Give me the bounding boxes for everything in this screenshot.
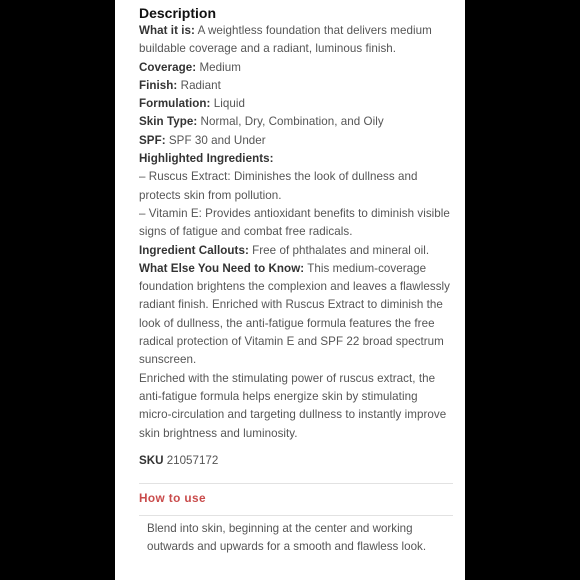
- spf-value: SPF 30 and Under: [168, 133, 266, 147]
- formulation-label: Formulation:: [139, 97, 211, 111]
- how-to-use-toggle[interactable]: How to use: [139, 490, 206, 505]
- product-details-panel: [115, 0, 465, 580]
- skin-type-label: Skin Type:: [139, 115, 198, 129]
- section-divider: [139, 483, 453, 484]
- ingredient-vitamin-e: – Vitamin E: Provides antioxidant benefits to diminish visible signs of fatigue and combat free radicals.: [139, 206, 450, 239]
- enriched-paragraph: Enriched with the stimulating power of ruscus extract, the anti-fatigue formula helps energize skin by stimulating micro-circulation and targeting dullness to instantly improve skin brightness and luminosity.: [139, 371, 447, 440]
- ingredient-callouts: [139, 242, 453, 260]
- finish: [139, 77, 453, 95]
- spf-label: SPF:: [139, 133, 166, 147]
- what-else: [139, 260, 453, 370]
- coverage-value: Medium: [199, 60, 241, 74]
- sku-value: 21057172: [166, 453, 219, 467]
- highlighted-ingredients: [139, 150, 453, 168]
- spf: [139, 132, 453, 150]
- what-else-label: What Else You Need to Know:: [139, 261, 305, 275]
- finish-label: Finish:: [139, 78, 178, 92]
- skin-type-value: Normal, Dry, Combination, and Oily: [200, 115, 384, 129]
- what-it-is: [139, 22, 453, 59]
- skin-type: [139, 113, 453, 131]
- how-to-use-text: Blend into skin, beginning at the center and working outwards and upwards for a smooth and flawless look.: [147, 521, 427, 554]
- product-content: [139, 4, 453, 556]
- coverage: [139, 59, 453, 77]
- description-heading: Description: [139, 5, 217, 21]
- formulation-value: Liquid: [213, 97, 245, 111]
- what-else-value: This medium-coverage foundation brightens the complexion and leaves a flawlessly radiant finish. Enriched with Ruscus Extract to diminish the look of dullness, the anti-fatigue formula features the free radical protection of Vitamin E and SPF 22 broad spectrum sunscreen.: [139, 261, 451, 367]
- ingredient-callouts-label: Ingredient Callouts:: [139, 243, 249, 257]
- what-it-is-value: A weightless foundation that delivers medium buildable coverage and a radiant, luminous finish.: [139, 24, 432, 56]
- sku: [139, 452, 453, 470]
- ingredient-ruscus: – Ruscus Extract: Diminishes the look of dullness and protects skin from pollution.: [139, 170, 418, 202]
- formulation: [139, 95, 453, 113]
- highlighted-ingredients-label: Highlighted Ingredients:: [139, 152, 274, 166]
- coverage-label: Coverage:: [139, 60, 197, 74]
- what-it-is-label: What it is:: [139, 24, 195, 37]
- finish-value: Radiant: [180, 78, 221, 92]
- sku-label: SKU: [139, 453, 164, 467]
- how-to-use-divider: [139, 515, 453, 516]
- ingredient-callouts-value: Free of phthalates and mineral oil.: [252, 243, 430, 257]
